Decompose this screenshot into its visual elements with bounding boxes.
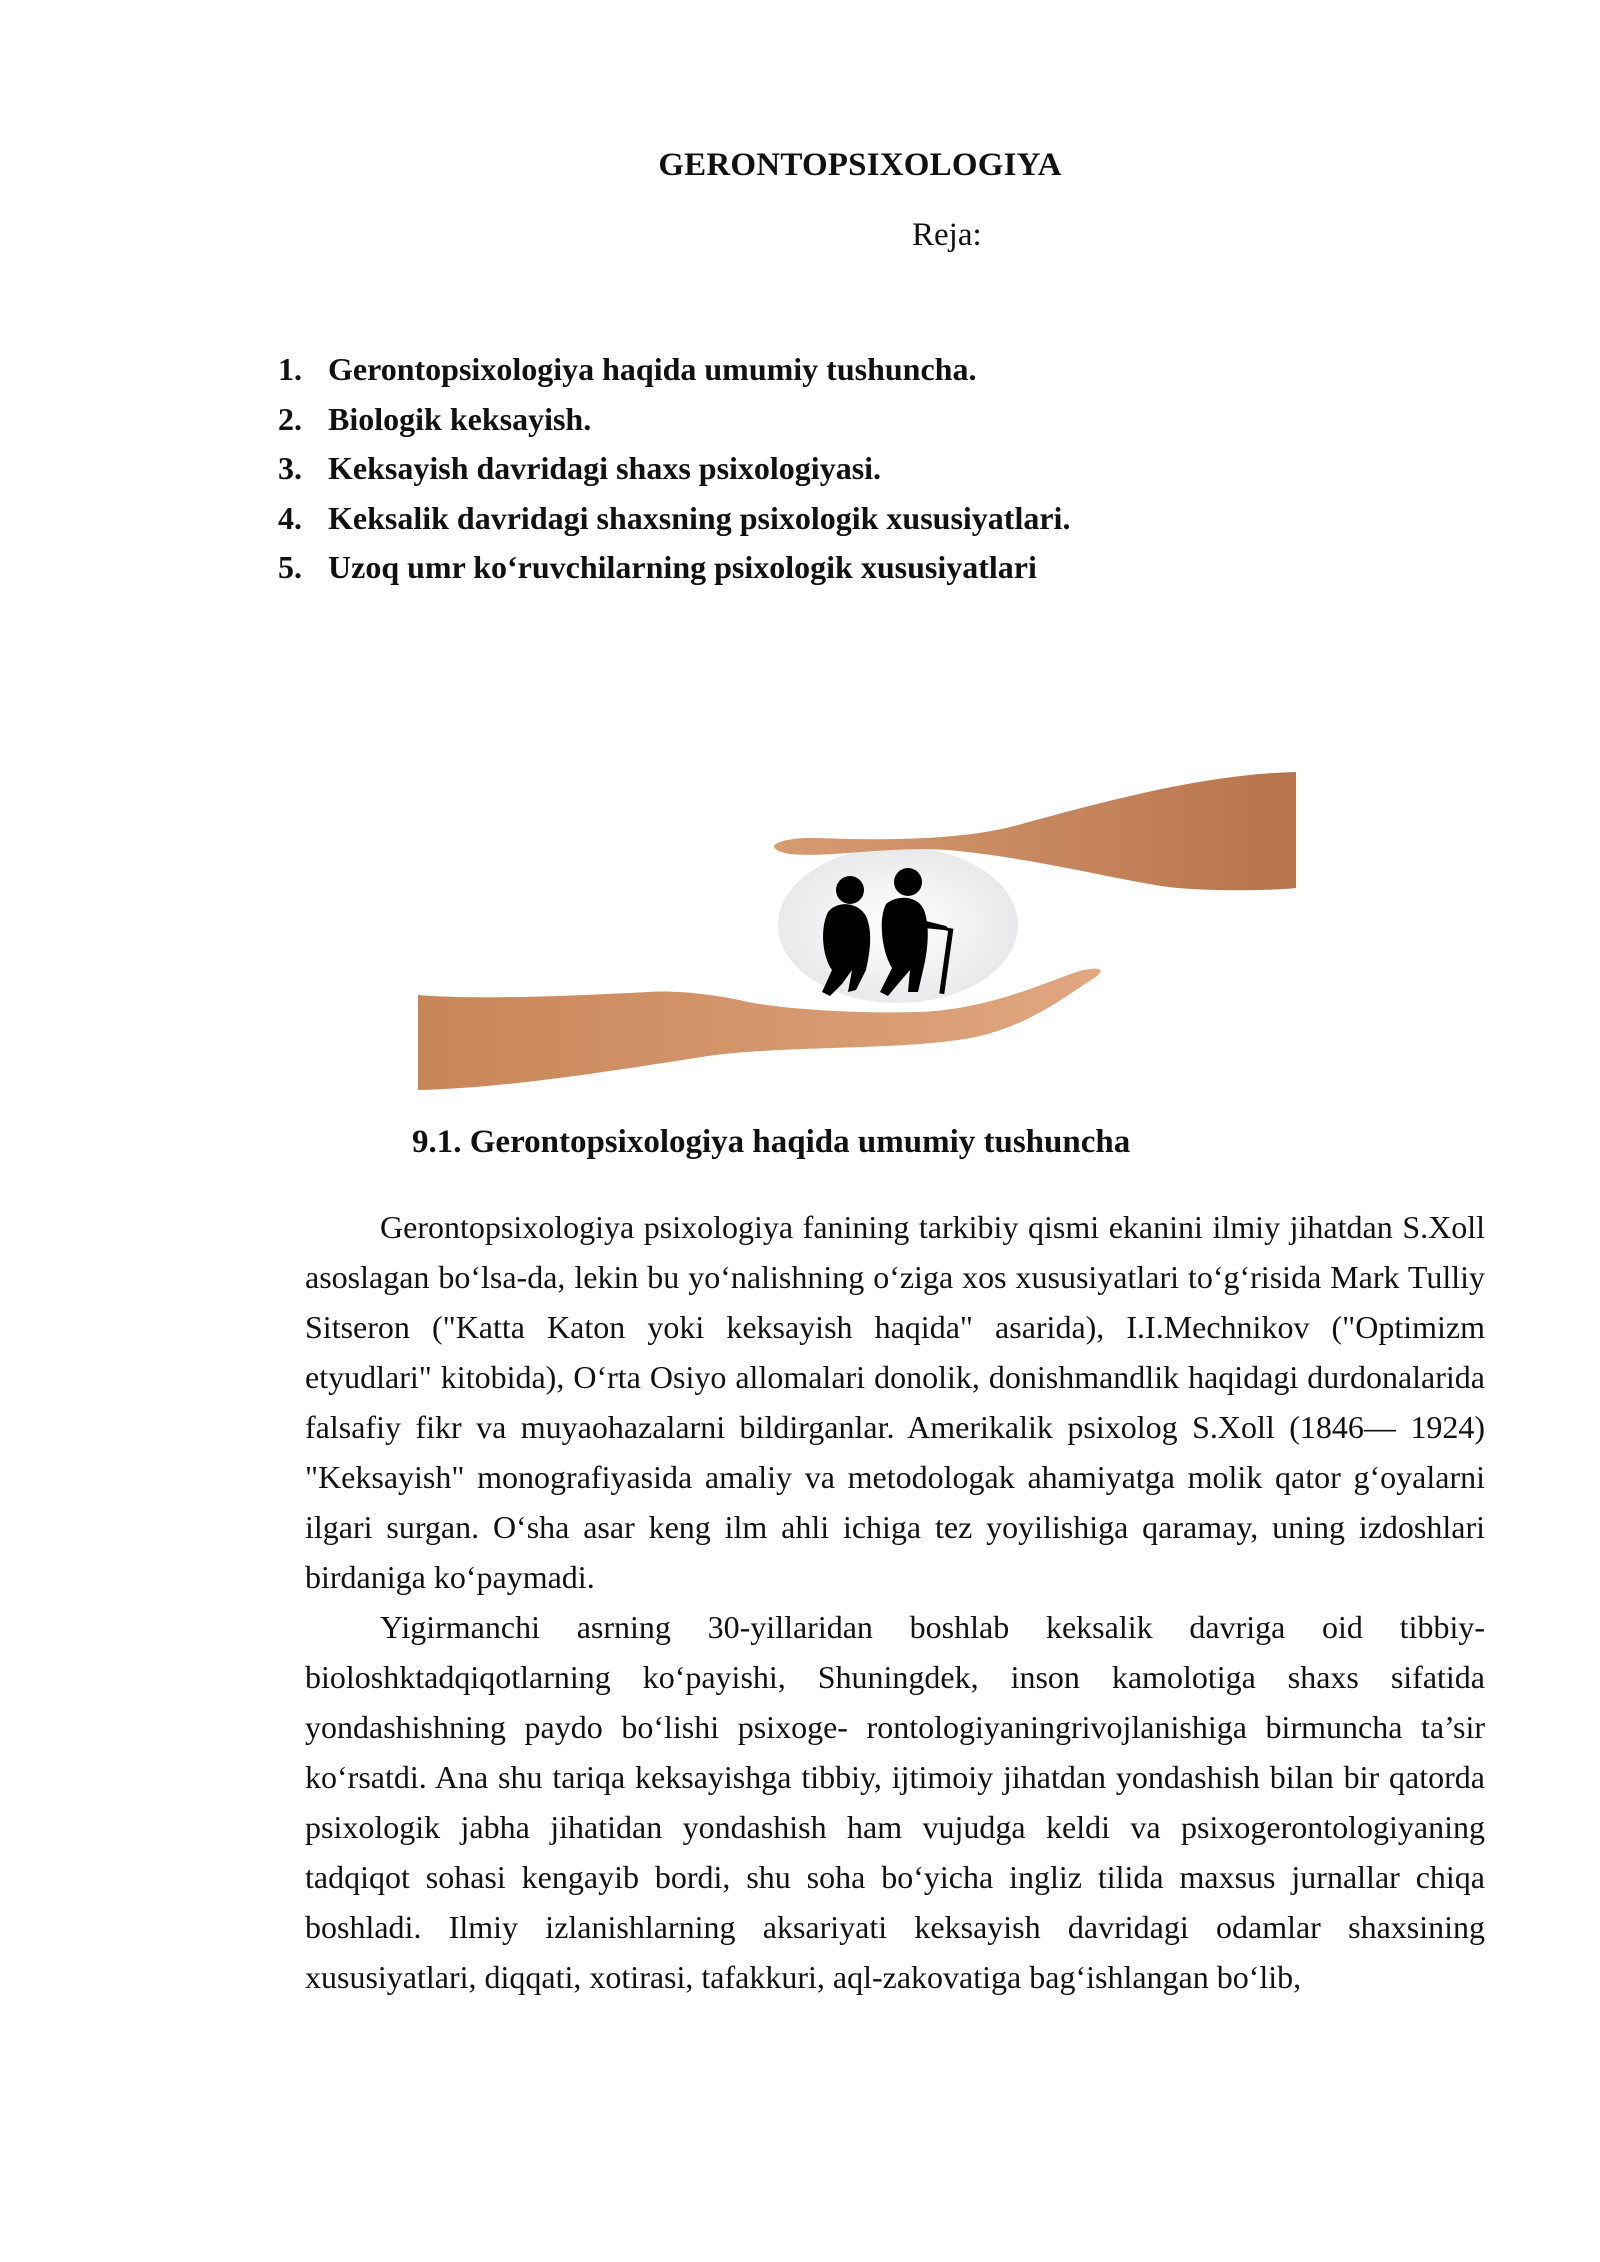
plan-item-number: 2. — [278, 400, 302, 437]
plan-heading: Reja: — [912, 217, 982, 253]
plan-item — [278, 494, 1070, 544]
plan-item-text: Keksayish davridagi shaxs psixologiyasi. — [328, 450, 882, 486]
plan-item-number: 5. — [278, 549, 302, 585]
plan-item — [278, 543, 1070, 593]
plan-item-text: Uzoq umr ko‘ruvchilarning psixologik xususiyatlari — [328, 549, 1037, 585]
paragraph: Gerontopsixologiya psixologiya fanining tarkibiy qismi ekanini ilmiy jihatdan S.Xoll asoslagan bo‘lsa-da, lekin bu yo‘nalishning o‘ziga xos xususiyatlari to‘g‘risida Mark Tulliy Sitseron ("Katta Katon yoki keksayish haqida" asarida), I.I.Mechnikov ("Optimizm etyudlari" kitobida), O‘rta Osiyo allomalari donolik, donishmandlik haqidagi durdonalarida falsafiy fikr va muyaohazalarni bildirganlar. Amerikalik psixolog S.Xoll (1846— 1924) "Keksayish" monografiyasida amaliy va metodologak ahamiyatga molik qator g‘oyalarni ilgari surgan. O‘sha asar keng ilm ahli ichiga tez yoyilishiga qaramay, uning izdoshlari birdaniga ko‘paymadi. — [305, 1209, 1485, 1595]
plan-item — [278, 395, 1070, 445]
caring-hands-elderly-couple-icon — [418, 770, 1296, 1090]
plan-item-text: Gerontopsixologiya haqida umumiy tushuncha. — [328, 351, 977, 387]
plan-item-number: 3. — [278, 450, 302, 486]
document-title: GERONTOPSIXOLOGIYA — [658, 147, 1062, 183]
plan-item — [278, 444, 1070, 494]
body-text — [305, 1202, 1485, 2002]
plan-list — [278, 345, 1070, 593]
paragraph: Yigirmanchi asrning 30-yillaridan boshlab keksalik davriga oid tibbiy-bioloshktadqiqotlarning ko‘payishi, Shuningdek, inson kamolotiga shaxs sifatida yondashishning paydo bo‘lishi psixoge- rontologiyaningrivojlanishiga birmuncha ta’sir ko‘rsatdi. Ana shu tariqa keksayishga tibbiy, ijtimoiy jihatdan yondashish bilan bir qatorda psixologik jabha jihatidan yondashish ham vujudga keldi va psixogerontologiyaning tadqiqot sohasi kengayib bordi, shu soha bo‘yicha ingliz tilida maxsus jurnallar chiqa boshladi. Ilmiy izlanishlarning aksariyati keksayish davridagi odamlar shaxsining xususiyatlari, diqqati, xotirasi, tafakkuri, aql-zakovatiga bag‘ishlangan bo‘lib, — [305, 1609, 1485, 1995]
plan-item-number: 1. — [278, 351, 302, 387]
plan-item — [278, 345, 1070, 395]
plan-item-number: 4. — [278, 499, 302, 536]
plan-item-text: Keksalik davridagi shaxsning psixologik xususiyatlari. — [328, 499, 1071, 536]
section-title: 9.1. Gerontopsixologiya haqida umumiy tushuncha — [412, 1124, 1131, 1160]
plan-item-text: Biologik keksayish. — [328, 400, 592, 437]
